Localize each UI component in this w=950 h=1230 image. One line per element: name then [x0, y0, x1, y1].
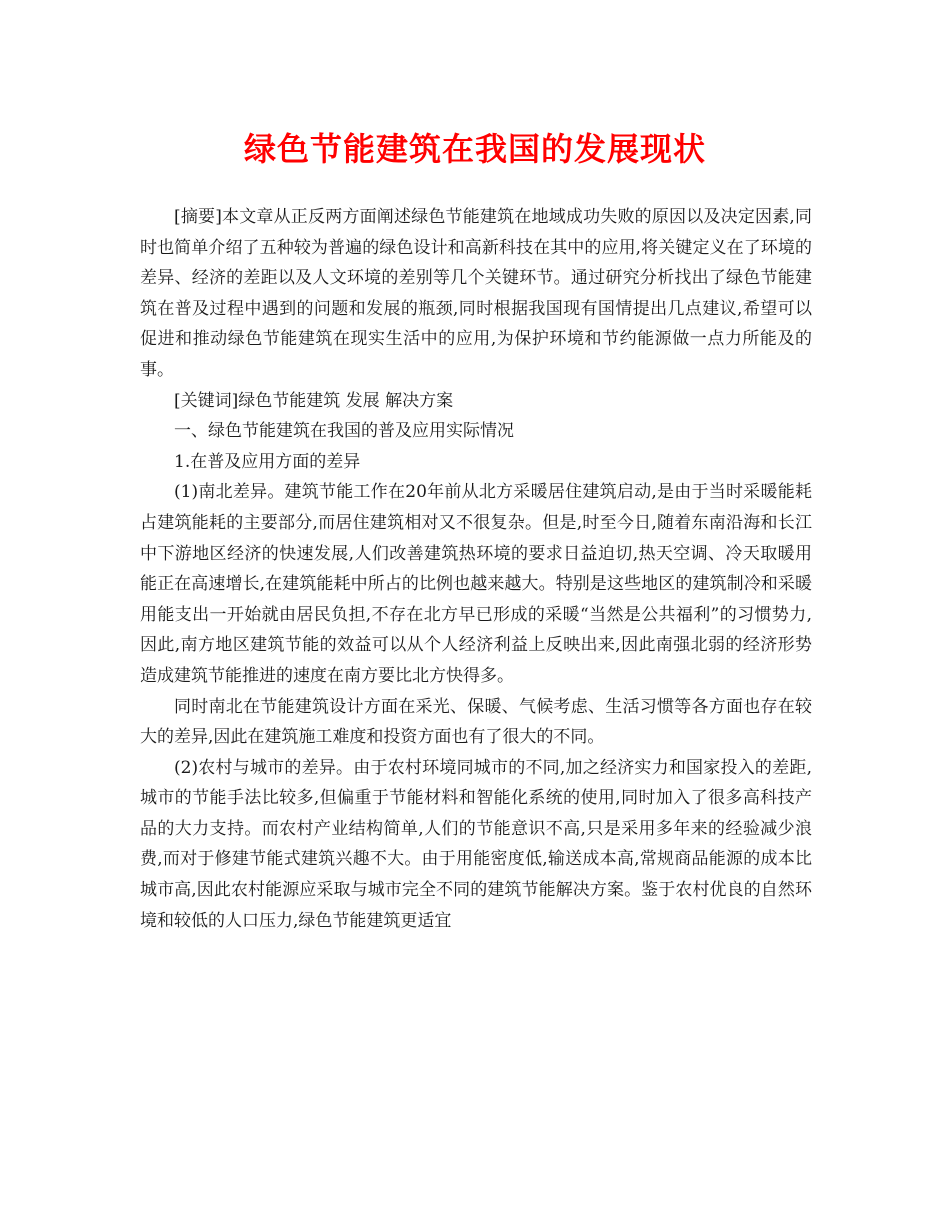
subsection-heading: 1.在普及应用方面的差异 — [174, 451, 361, 472]
keywords-paragraph: [关键词]绿色节能建筑 发展 解决方案 — [174, 390, 454, 411]
document-title: 绿色节能建筑在我国的发展现状 — [243, 130, 706, 168]
body-paragraph: (2)农村与城市的差异。由于农村环境同城市的不同,加之经济实力和国家投入的差距,城市的节能手法比较多,但偏重于节能材料和智能化系统的使用,同时加入了很多高科技产品的大力支持。而农村产业结构简单,人们的节能意识不高,只是采用多年来的经验减少浪费,而对于修建节能式建筑兴趣不大。由于用能密度低,输送成本高,常规商品能源的成本比城市高,因此农村能源应采取与城市完全不同的建筑节能解决方案。鉴于农村优良的自然环境和较低的人口压力,绿色节能建筑更适宜 — [140, 757, 812, 931]
document-body — [140, 202, 812, 936]
abstract-paragraph: [摘要]本文章从正反两方面阐述绿色节能建筑在地域成功失败的原因以及决定因素,同时也简单介绍了五种较为普遍的绿色设计和高新科技在其中的应用,将关键定义在了环境的差异、经济的差距以及人文环境的差别等几个关键环节。通过研究分析找出了绿色节能建筑在普及过程中遇到的问题和发展的瓶颈,同时根据我国现有国情提出几点建议,希望可以促进和推动绿色节能建筑在现实生活中的应用,为保护环境和节约能源做一点力所能及的事。 — [140, 207, 812, 380]
section-heading: 一、绿色节能建筑在我国的普及应用实际情况 — [174, 421, 514, 442]
body-paragraph: (1)南北差异。建筑节能工作在20年前从北方采暖居住建筑启动,是由于当时采暖能耗占建筑能耗的主要部分,而居住建筑相对又不很复杂。但是,时至今日,随着东南沿海和长江中下游地区经济的快速发展,人们改善建筑热环境的要求日益迫切,热天空调、冷天取暖用能正在高速增长,在建筑能耗中所占的比例也越来越大。特别是这些地区的建筑制冷和采暖用能支出一开始就由居民负担,不存在北方早已形成的采暖“当然是公共福利”的习惯势力,因此,南方地区建筑节能的效益可以从个人经济利益上反映出来,因此南强北弱的经济形势造成建筑节能推进的速度在南方要比北方快得多。 — [140, 482, 812, 686]
body-paragraph: 同时南北在节能建筑设计方面在采光、保暖、气候考虑、生活习惯等各方面也存在较大的差异,因此在建筑施工难度和投资方面也有了很大的不同。 — [140, 696, 812, 748]
